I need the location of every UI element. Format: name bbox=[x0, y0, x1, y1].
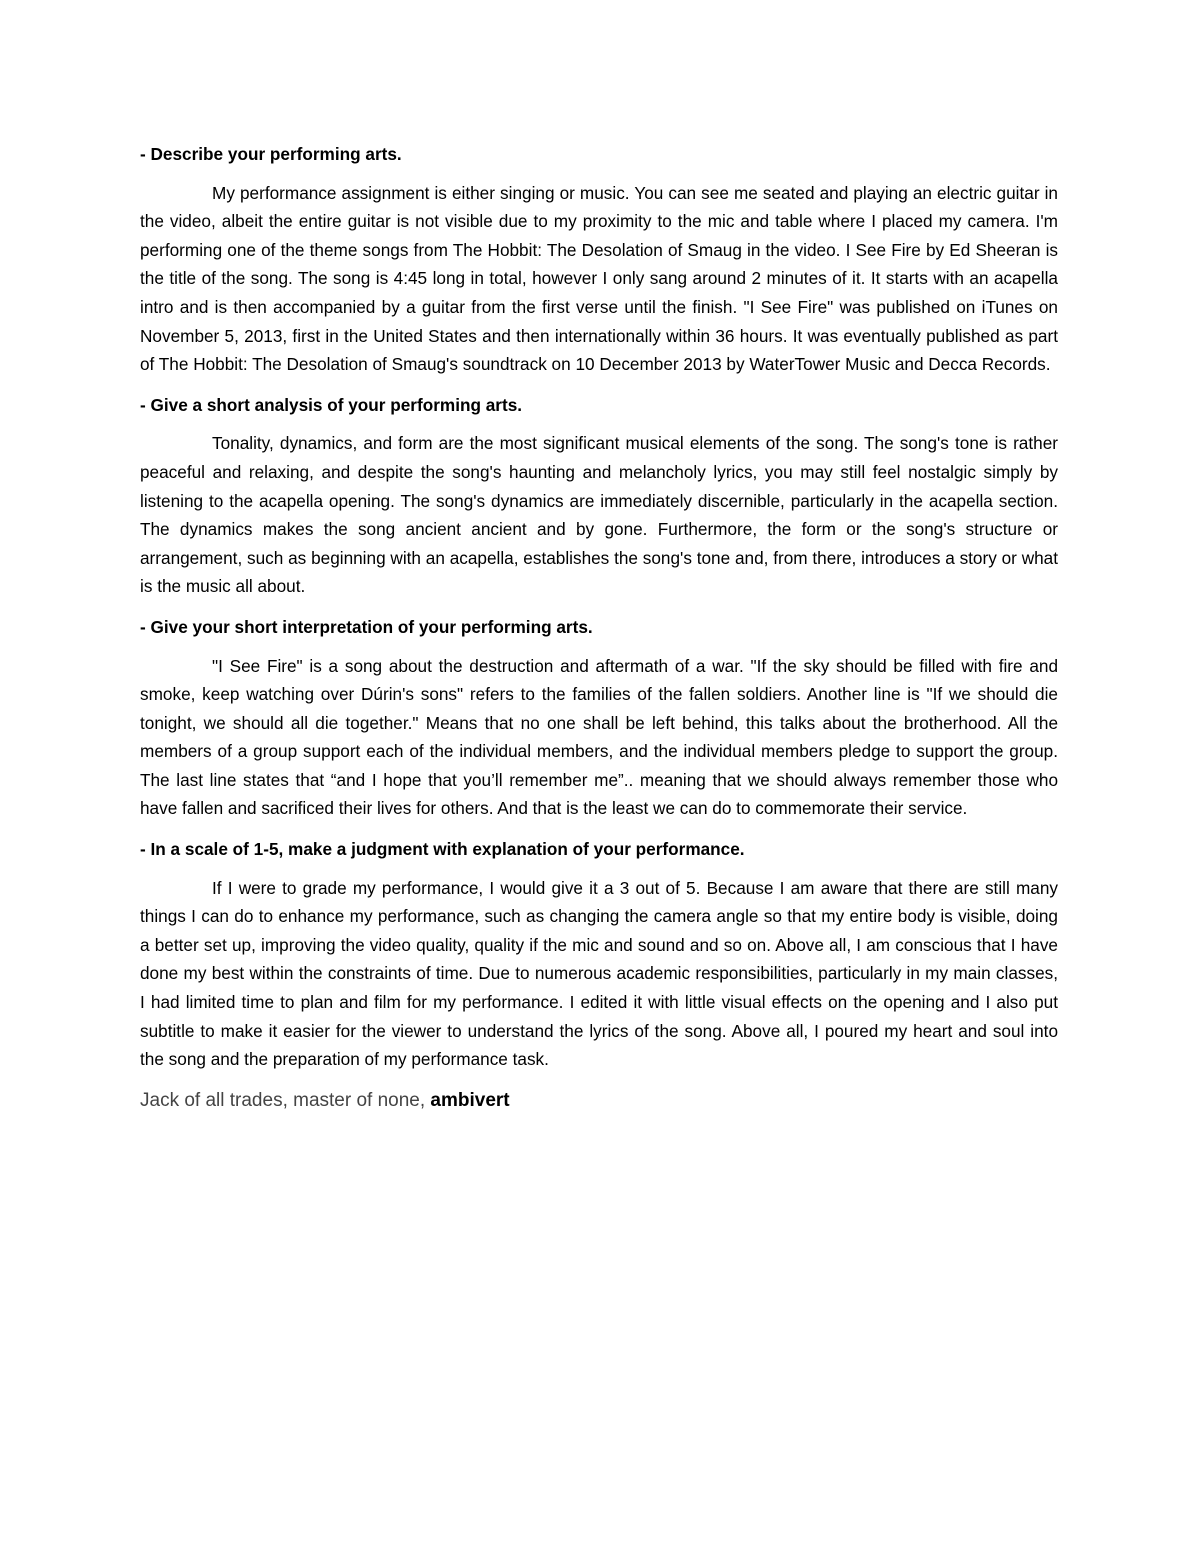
section-heading-analysis: - Give a short analysis of your performing arts. bbox=[140, 394, 523, 415]
section-heading-describe: - Describe your performing arts. bbox=[140, 144, 402, 164]
section-body-interpretation: "I See Fire" is a song about the destruction and aftermath of a war. "If the sky should be filled with fire and smoke, keep watching over Dúrin's sons" refers to the families of the fallen soldiers. Another line is "If we should die tonight, we should all die together." Means that no one shall be left behind, this talks about the brotherhood. All the members of a group support each of the individual members, and the individual members pledge to support the group. The last line states that “and I hope that you’ll remember me”.. meaning that we should always remember those who have fallen and sacrificed their lives for others. And that is the least we can do to commemorate their service. bbox=[140, 655, 1058, 819]
section-body-judgment: If I were to grade my performance, I would give it a 3 out of 5. Because I am aware that there are still many things I can do to enhance my performance, such as changing the camera angle so that my entire body is visible, doing a better set up, improving the video quality, quality if the mic and sound and so on. Above all, I am conscious that I have done my best within the constraints of time. Due to numerous academic responsibilities, particularly in my main classes, I had limited time to plan and film for my performance. I edited it with little visual effects on the opening and I also put subtitle to make it easier for the viewer to understand the lyrics of the song. Above all, I poured my heart and soul into the song and the preparation of my performance task. bbox=[140, 877, 1058, 1070]
closing-line bbox=[140, 1086, 1058, 1116]
document-page bbox=[140, 140, 1058, 1116]
closing-emphasis: ambivert bbox=[430, 1089, 510, 1111]
section-body-describe: My performance assignment is either singing or music. You can see me seated and playing an electric guitar in the video, albeit the entire guitar is not visible due to my proximity to the mic and table where I placed my camera. I'm performing one of the theme songs from The Hobbit: The Desolation of Smaug in the video. I See Fire by Ed Sheeran is the title of the song. The song is 4:45 long in total, however I only sang around 2 minutes of it. It starts with an acapella intro and is then accompanied by a guitar from the first verse until the finish. "I See Fire" was published on iTunes on November 5, 2013, first in the United States and then internationally within 36 hours. It was eventually published as part of The Hobbit: The Desolation of Smaug's soundtrack on 10 December 2013 by WaterTower Music and Decca Records. bbox=[140, 182, 1058, 375]
closing-text: Jack of all trades, master of none, bbox=[140, 1089, 426, 1111]
section-body-analysis: Tonality, dynamics, and form are the most significant musical elements of the song. The song's tone is rather peaceful and relaxing, and despite the song's haunting and melancholy lyrics, you may still feel nostalgic simply by listening to the acapella opening. The song's dynamics are immediately discernible, particularly in the acapella section. The dynamics makes the song ancient ancient and by gone. Furthermore, the form or the song's structure or arrangement, such as beginning with an acapella, establishes the song's tone and, from there, introduces a story or what is the music all about. bbox=[140, 433, 1058, 597]
section-heading-interpretation: - Give your short interpretation of your performing arts. bbox=[140, 616, 593, 637]
section-heading-judgment: - In a scale of 1-5, make a judgment with explanation of your performance. bbox=[140, 839, 745, 860]
